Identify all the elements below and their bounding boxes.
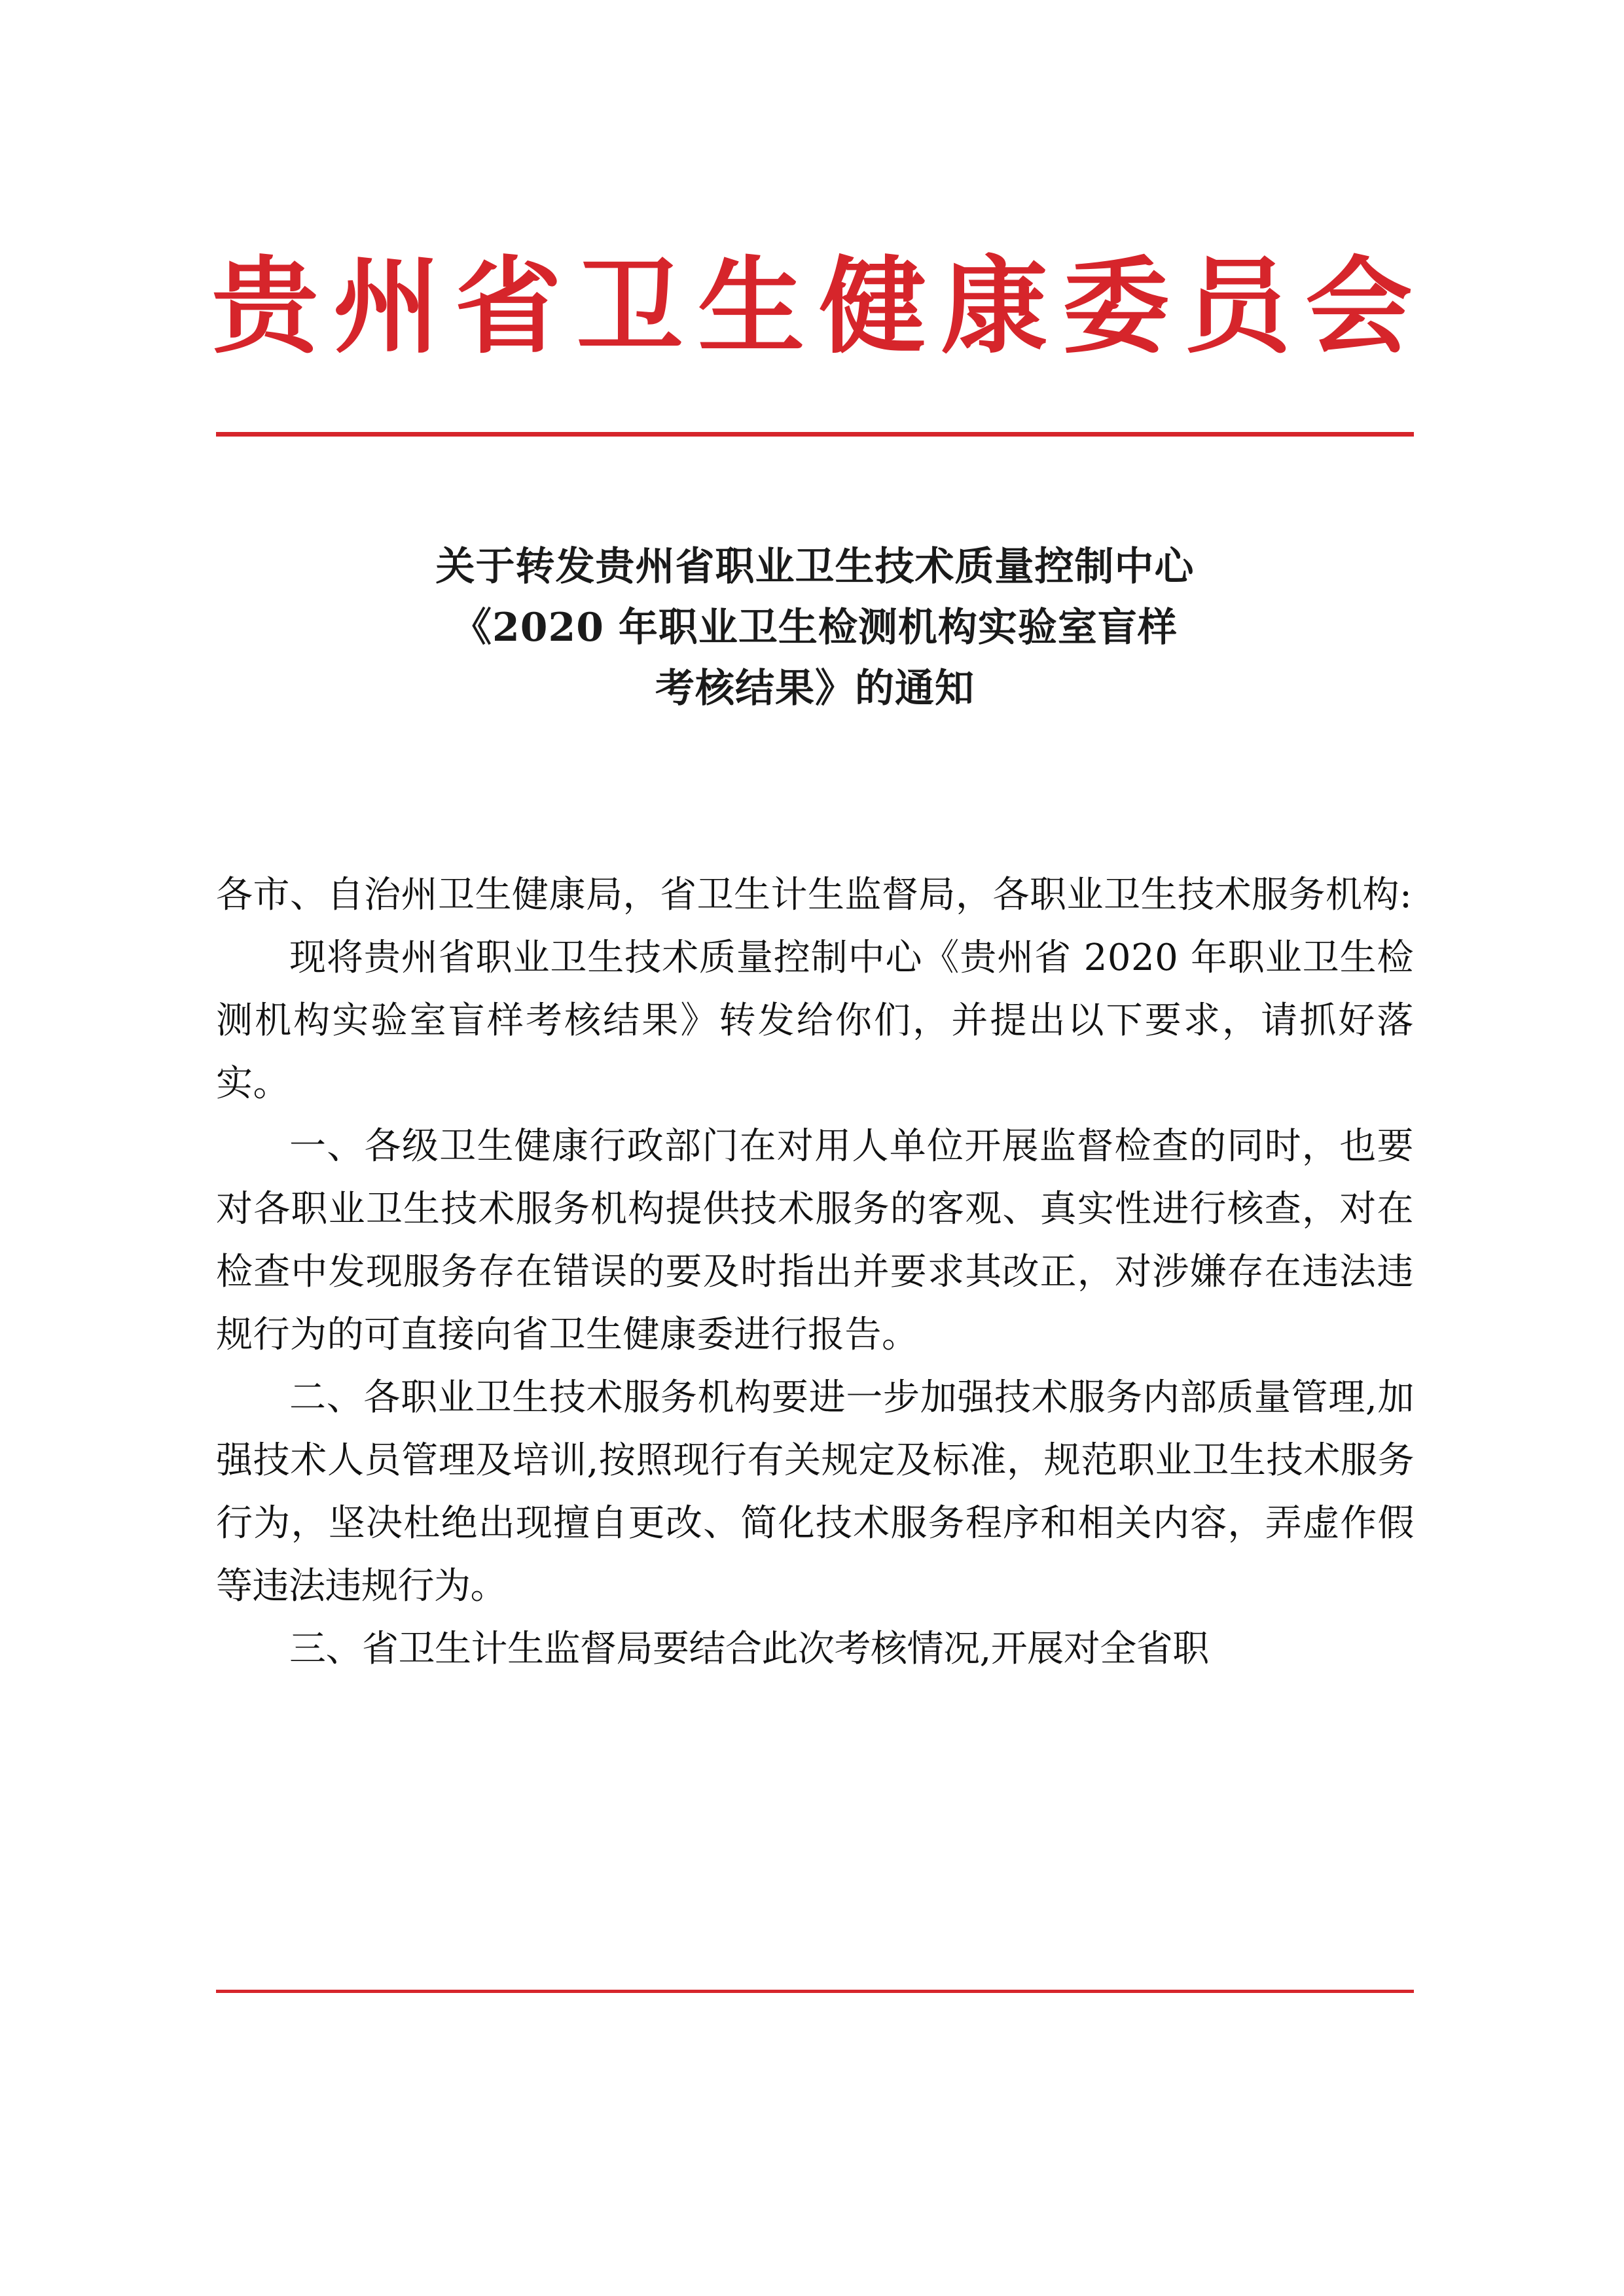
- page-title-line-1: 关于转发贵州省职业卫生技术质量控制中心: [435, 544, 1195, 590]
- masthead-divider-rule: [216, 432, 1414, 437]
- masthead: [0, 245, 1624, 368]
- requirement-paragraph-1: 一、各级卫生健康行政部门在对用人单位开展监督检查的同时，也要对各职业卫生技术服务机构提供技术服务的客观、真实性进行核查，对在检查中发现服务存在错误的要及时指出并要求其改正，对涉嫌存在违法违规行为的可直接向省卫生健康委进行报告。: [216, 1125, 1414, 1356]
- issuing-authority-title: 贵州省卫生健康委员会: [211, 245, 1427, 368]
- footer-divider-rule: [216, 1990, 1414, 1993]
- addressee-paragraph: 各市、自治州卫生健康局，省卫生计生监督局，各职业卫生技术服务机构:: [216, 874, 1413, 916]
- requirement-paragraph-2: 二、各职业卫生技术服务机构要进一步加强技术服务内部质量管理,加强技术人员管理及培训,按照现行有关规定及标准，规范职业卫生技术服务行为，坚决杜绝出现擅自更改、简化技术服务程序和相关内容，弄虚作假等违法违规行为。: [216, 1376, 1414, 1607]
- page-title-line-3: 考核结果》的通知: [655, 666, 975, 711]
- page-title-line-2: 《2020 年职业卫生检测机构实验室盲样: [452, 605, 1178, 651]
- page-title: [216, 537, 1414, 719]
- document-body: [216, 864, 1414, 1681]
- requirement-paragraph-3: 三、省卫生计生监督局要结合此次考核情况,开展对全省职: [289, 1628, 1209, 1670]
- intro-paragraph: 现将贵州省职业卫生技术质量控制中心《贵州省 2020 年职业卫生检测机构实验室盲样考核结果》转发给你们，并提出以下要求，请抓好落实。: [216, 937, 1414, 1105]
